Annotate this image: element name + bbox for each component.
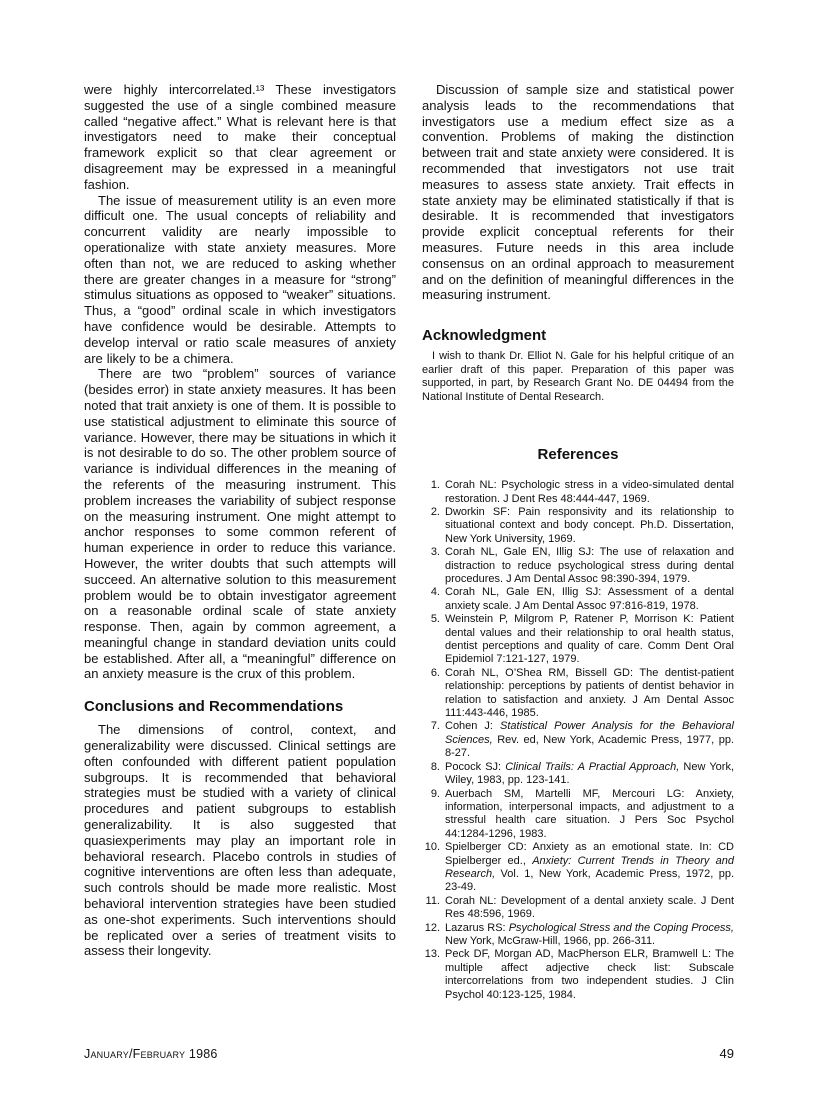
reference-item [422, 948, 734, 1002]
reference-text: Corah NL, Gale EN, Illig SJ: Assessment of a dental anxiety scale. J Am Dental Assoc 97:816-819, 1978. [445, 586, 734, 612]
paragraph: Discussion of sample size and statistical power analysis leads to the recommendations that investigators use a medium effect size as a convention. Problems of making the distinction between trait and state anxiety were considered. It is recommended that investigators not use trait measures to assess state anxiety. Trait effects in state anxiety may be eliminated statistically if that is desirable. It is recommended that investigators provide explicit conceptual referents for their measures. Future needs in this area include consensus on an ordinal approach to measurement and on the definition of meaningful differences in the measuring instrument. [422, 82, 734, 303]
right-column [422, 82, 734, 1002]
page-footer [84, 1046, 734, 1061]
reference-text: Weinstein P, Milgrom P, Ratener P, Morrison K: Patient dental values and their relationship to oral health status, dentist perceptions and quality of care. Comm Dent Oral Epidemiol 7:121-127, 1979. [445, 613, 734, 666]
reference-text: Spielberger CD: Anxiety as an emotional state. In: CD Spielberger ed., Anxiety: Current Trends in Theory and Research, Vol. 1, New York, Academic Press, 1972, pp. 23-49. [445, 841, 734, 894]
paragraph: were highly intercorrelated.¹³ These investigators suggested the use of a single combined measure called “negative affect.” What is relevant here is that investigators need to make their conceptual framework explicit so that clear agreement or disagreement may be expressed in a meaningful fashion. [84, 82, 396, 192]
reference-text: Corah NL, Gale EN, Illig SJ: The use of relaxation and distraction to reduce psychological stress during dental procedures. J Am Dental Assoc 98:390-394, 1979. [445, 546, 734, 585]
footer-issue-date: January/February 1986 [84, 1047, 218, 1061]
reference-number: 7. [430, 720, 440, 733]
reference-item [422, 761, 734, 788]
reference-text: Lazarus RS: Psychological Stress and the Coping Process, New York, McGraw-Hill, 1966, pp. 266-311. [445, 921, 734, 947]
reference-number: 9. [430, 787, 440, 800]
reference-item [422, 479, 734, 506]
reference-number: 10. [424, 841, 440, 854]
reference-item [422, 586, 734, 613]
reference-text: Corah NL: Development of a dental anxiety scale. J Dent Res 48:596, 1969. [445, 894, 734, 921]
page-content [84, 82, 734, 1002]
references-heading: References [537, 446, 619, 464]
reference-text: Corah NL, O’Shea RM, Bissell GD: The dentist-patient relationship: perceptions by patients of dentist behavior in relation to satisfaction and anxiety. J Am Dental Assoc 111:443-446, 1985. [445, 666, 734, 720]
reference-item [422, 667, 734, 721]
right-column-paragraphs [422, 82, 734, 303]
reference-number: 12. [424, 921, 440, 934]
reference-number: 6. [430, 666, 440, 679]
reference-text: Auerbach SM, Martelli MF, Mercouri LG: Anxiety, information, interpersonal impacts, and adjustment to a stressful health care situation. J Pers Soc Psychol 44:1284-1296, 1983. [445, 787, 734, 840]
reference-item [422, 546, 734, 586]
reference-number: 4. [430, 586, 440, 599]
reference-number: 1. [430, 479, 440, 492]
left-column-paragraphs [84, 82, 396, 682]
paragraph: The dimensions of control, context, and generalizability were discussed. Clinical settings are often confounded with different patient population subgroups. It is recommended that behavioral strategies must be studied with a variety of clinical procedures and patient subgroups to establish generalizability. It is also suggested that quasiexperiments may play an important role in behavioral research. Placebo controls in studies of cognitive interventions are often less than adequate, such controls should be made more realistic. Most behavioral intervention strategies have been studied as one-shot experiments. Such interventions should be replicated over a series of treatment visits to assess their longevity. [84, 722, 396, 959]
reference-number: 8. [430, 760, 440, 773]
reference-number: 3. [430, 546, 440, 559]
reference-number: 13. [424, 948, 440, 961]
reference-number: 11. [425, 894, 440, 907]
acknowledgment-text: I wish to thank Dr. Elliot N. Gale for his helpful critique of an earlier draft of this paper. Preparation of this paper was supported, in part, by Research Grant No. DE 04494 from the National Institute of Dental Research. [422, 350, 734, 403]
reference-number: 5. [430, 613, 440, 626]
reference-item [422, 895, 734, 922]
reference-text: Peck DF, Morgan AD, MacPherson ELR, Bramwell L: The multiple affect adjective check list: Subscale intercorrelations from two independent studies. J Clin Psychol 40:123-125, 1984. [445, 948, 734, 1001]
reference-item [422, 613, 734, 667]
reference-text: Pocock SJ: Clinical Trails: A Practial Approach, New York, Wiley, 1983, pp. 123-141. [445, 760, 735, 787]
reference-text: Cohen J: Statistical Power Analysis for the Behavioral Sciences, Rev. ed, New York, Academic Press, 1977, pp. 8-27. [445, 720, 734, 760]
reference-number: 2. [430, 505, 440, 518]
reference-item [422, 922, 734, 949]
reference-item [422, 720, 734, 760]
paragraph: There are two “problem” sources of variance (besides error) in state anxiety measures. It has been noted that trait anxiety is one of them. It is possible to use statistical adjustment to eliminate this source of variance. However, there may be situations in which it is not desirable to do so. The other problem source of variance is individual differences in the meaning of the referents of the measuring instrument. This problem increases the variability of subject response on the measuring instrument. One might attempt to anchor responses to some common referent of human experience in order to reduce this variance. However, the writer doubts that such attempts will succeed. An alternative solution to this measurement problem would be to obtain investigator agreement on a reasonable ordinal scale of state anxiety response. Then, again by common agreement, a meaningful change in standard deviation units could be established. After all, a “meaningful” difference on an anxiety measure is the crux of this problem. [84, 366, 396, 682]
footer-page-number: 49 [719, 1046, 734, 1061]
conclusions-heading: Conclusions and Recommendations [84, 698, 344, 716]
reference-item [422, 788, 734, 842]
reference-item [422, 841, 734, 895]
reference-item [422, 506, 734, 546]
reference-text: Corah NL: Psychologic stress in a video-simulated dental restoration. J Dent Res 48:444-447, 1969. [445, 479, 734, 505]
conclusions-paragraphs [84, 722, 396, 959]
reference-text: Dworkin SF: Pain responsivity and its relationship to situational context and body concept. Ph.D. Dissertation, New York University, 1969. [445, 505, 734, 545]
left-column [84, 82, 396, 1002]
acknowledgment-heading: Acknowledgment [422, 327, 547, 345]
paragraph: The issue of measurement utility is an even more difficult one. The usual concepts of reliability and concurrent validity are nearly impossible to operationalize with state anxiety measures. More often than not, we are reduced to asking whether there are greater changes in a measure for “strong” stimulus situations as opposed to “weaker” situations. Thus, a “good” ordinal scale in which investigators have confidence would be desirable. Attempts to develop interval or ratio scale measures of anxiety are likely to be a chimera. [84, 192, 396, 366]
references-list [422, 479, 734, 1002]
